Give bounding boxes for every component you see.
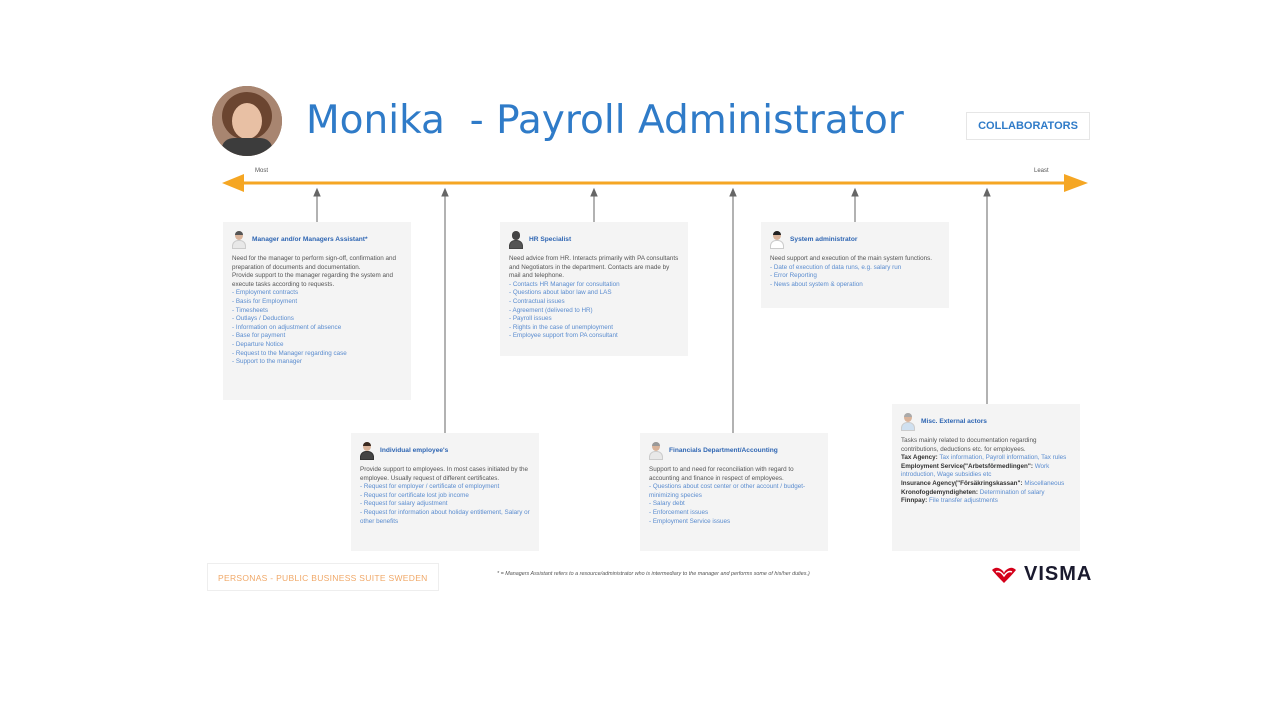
connector-employees-head xyxy=(442,189,448,196)
card-description: Need advice from HR. Interacts primarily with PA consultants and Negotiators in the department. Contacts are made by mail and telephone. xyxy=(509,255,679,280)
list-item: - Payroll issues xyxy=(509,315,552,323)
list-item: - Departure Notice xyxy=(232,340,284,348)
list-item: - Support to the manager xyxy=(232,358,303,366)
list-item: - Request for certificate lost job income xyxy=(360,491,469,499)
list-item: - Employee support from PA consultant xyxy=(509,332,618,340)
timeline-arrow-right xyxy=(1064,174,1088,192)
person-icon xyxy=(232,231,246,249)
connector-external-head xyxy=(984,189,990,196)
list-item: - Contacts HR Manager for consultation xyxy=(509,280,620,288)
card-title: System administrator xyxy=(790,235,858,243)
finpay-text: File transfer adjustments xyxy=(929,497,998,505)
card-title: Financials Department/Accounting xyxy=(669,446,778,454)
list-item: - Agreement (delivered to HR) xyxy=(509,306,593,314)
card-title: Manager and/or Managers Assistant* xyxy=(252,235,368,243)
card-sysadmin xyxy=(761,222,949,308)
list-item: - Questions about labor law and LAS xyxy=(509,289,612,297)
list-item: - Employment Service issues xyxy=(649,517,731,525)
card-description: Support to and need for reconciliation with regard to accounting and finance in respect of employees. xyxy=(649,466,794,482)
footnote: * = Managers Assistant refers to a resource/administrator who is intermediary to the manager and performs some of his/her duties.) xyxy=(497,571,810,577)
tax-agency-text: Tax information, Payroll information, Tax rules xyxy=(939,454,1067,462)
list-item: - Base for payment xyxy=(232,332,286,340)
card-description: Need support and execution of the main system functions. xyxy=(770,255,933,262)
connector-manager-head xyxy=(314,189,320,196)
person-icon xyxy=(649,442,663,460)
card-external xyxy=(892,404,1080,551)
list-item: - Enforcement issues xyxy=(649,508,709,516)
connector-hr-head xyxy=(591,189,597,196)
card-title: Misc. External actors xyxy=(921,417,987,425)
enforcement-label: Kronofogdemyndigheten: xyxy=(901,488,978,496)
list-item: - Salary debt xyxy=(649,500,685,508)
connector-sysadmin-head xyxy=(852,189,858,196)
card-finance xyxy=(640,433,828,551)
list-item: - Outlays / Deductions xyxy=(232,315,294,323)
list-item: - Contractual issues xyxy=(509,297,565,305)
card-manager xyxy=(223,222,411,400)
card-hr xyxy=(500,222,688,356)
list-item: - Request for information about holiday entitlement, Salary or other benefits xyxy=(360,508,530,525)
visma-logo xyxy=(990,563,1092,586)
card-description: Provide support to employees. In most cases initiated by the employee. Usually request of different certificates. xyxy=(360,466,529,482)
scale-most-label: Most xyxy=(255,168,269,174)
card-description: Tasks mainly related to documentation regarding contributions, deductions etc. for employees. xyxy=(901,437,1037,453)
list-item: - Timesheets xyxy=(232,306,269,314)
page-title: Monika - Payroll Administrator xyxy=(306,98,904,143)
list-item: - Request to the Manager regarding case xyxy=(232,349,347,357)
person-icon xyxy=(509,231,523,249)
list-item: - News about system & operation xyxy=(770,280,863,288)
person-icon xyxy=(901,413,915,431)
timeline-arrow-left xyxy=(222,174,244,192)
card-title: Individual employee's xyxy=(380,446,449,454)
list-item: - Questions about cost center or other account / budget-minimizing species xyxy=(649,483,806,499)
insurance-agency-label: Insurance Agency("Försäkringskassan": xyxy=(901,479,1023,487)
list-item: - Basis for Employment xyxy=(232,297,298,305)
list-item: - Request for employer / certificate of employment xyxy=(360,483,500,491)
list-item: - Request for salary adjustment xyxy=(360,500,448,508)
tax-agency-label: Tax Agency: xyxy=(901,454,938,462)
list-item: - Rights in the case of unemployment xyxy=(509,323,613,331)
visma-logo-text: VISMA xyxy=(1024,563,1093,585)
finpay-label: Finnpay: xyxy=(901,497,928,505)
connector-finance-head xyxy=(730,189,736,196)
collaborators-button[interactable]: COLLABORATORS xyxy=(966,112,1090,140)
employment-service-label: Employment Service("Arbetsförmedlingen": xyxy=(901,462,1033,470)
list-item: - Information on adjustment of absence xyxy=(232,323,342,331)
card-employees xyxy=(351,433,539,551)
scale-least-label: Least xyxy=(1034,168,1049,174)
personas-footer-label: PERSONAS - PUBLIC BUSINESS SUITE SWEDEN xyxy=(207,563,439,591)
list-item: - Error Reporting xyxy=(770,272,817,280)
insurance-agency-text: Miscellaneous xyxy=(1024,479,1065,487)
person-icon xyxy=(770,231,784,249)
employment-service-text: Work introduction, Wage subsidies etc xyxy=(901,462,1050,479)
card-description: Provide support to the manager regarding the system and execute tasks according to requests. xyxy=(232,272,394,288)
visma-swoosh-icon xyxy=(990,565,1018,585)
card-title: HR Specialist xyxy=(529,235,572,243)
list-item: - Date of execution of data runs, e.g. salary run xyxy=(770,263,902,271)
person-icon xyxy=(360,442,374,460)
enforcement-text: Determination of salary xyxy=(979,488,1045,496)
list-item: - Employment contracts xyxy=(232,289,299,297)
card-description: Need for the manager to perform sign-off, confirmation and preparation of documents and documentation. xyxy=(232,255,397,271)
